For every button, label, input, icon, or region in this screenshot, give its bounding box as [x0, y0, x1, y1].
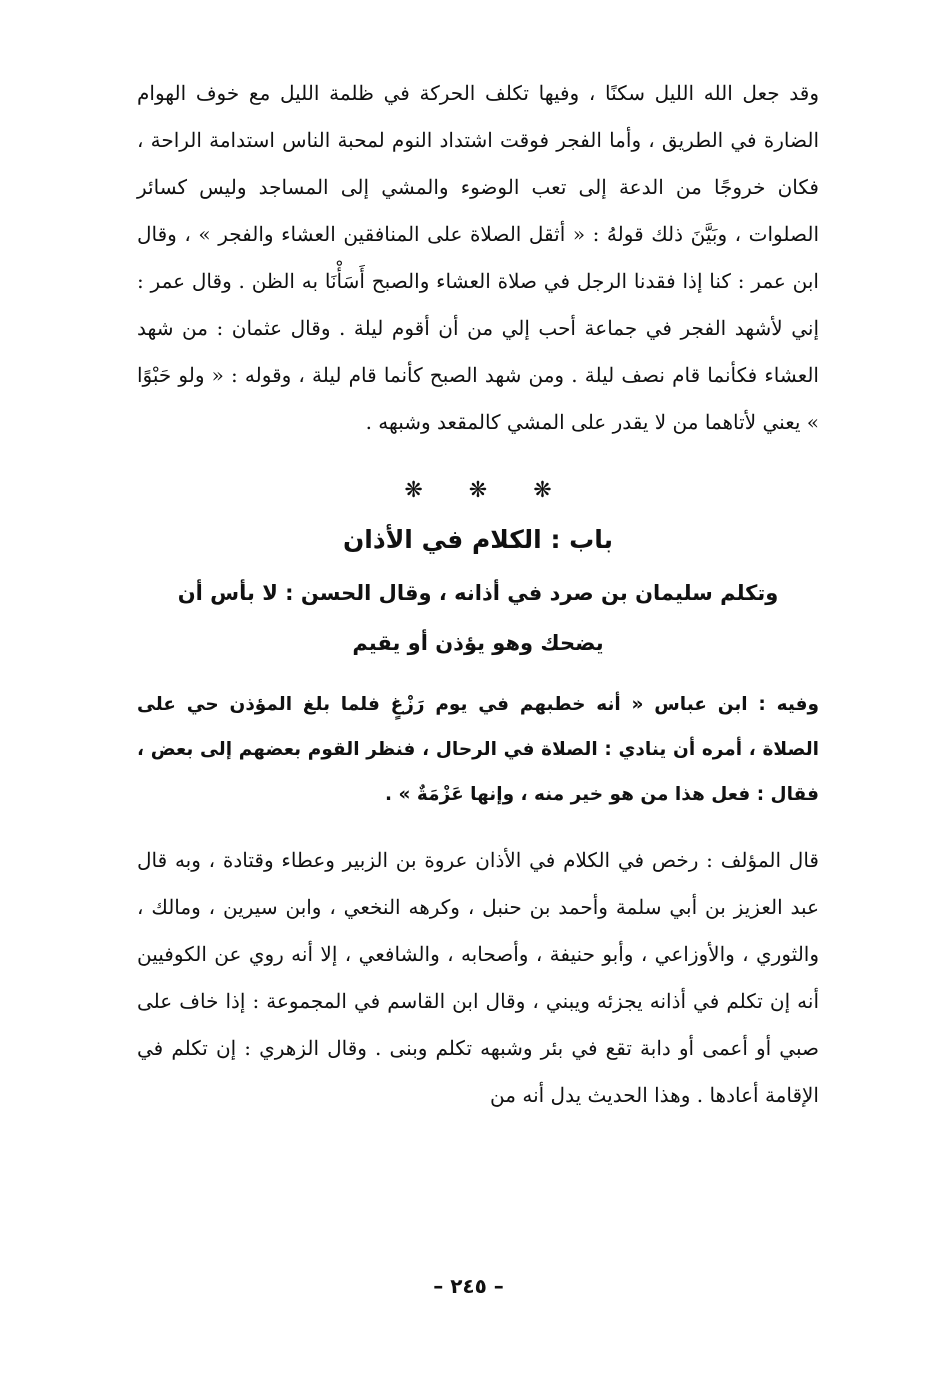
chapter-subtitle: وتكلم سليمان بن صرد في أذانه ، وقال الحسن : لا بأس أن يضحك وهو يؤذن أو يقيم — [177, 581, 779, 655]
body-paragraph: وقد جعل الله الليل سكنًا ، وفيها تكلف الحركة في ظلمة الليل مع خوف الهوام الضارة في الطريق ، وأما الفجر فوقت اشتداد النوم لمحبة الناس استدامة الراحة ، فكان خروجًا من الدعة إلى تعب الوضوء والمشي إلى المساجد وليس كسائر الصلوات ، وبَيَّنَ ذلك قولهُ : « أثقل الصلاة على المنافقين العشاء والفجر » ، وقال ابن عمر : كنا إذا فقدنا الرجل في صلاة العشاء والصبح أَسَأْنَا به الظن . وقال عمر : إني لأشهد الفجر في جماعة أحب إلي من أن أقوم ليلة . وقال عثمان : من شهد العشاء فكأنما قام نصف ليلة . ومن شهد الصبح كأنما قام ليلة ، وقوله : « ولو حَبْوًا » يعني لأتاهما من لا يقدر على المشي كالمقعد وشبهه . — [137, 81, 819, 434]
book-page — [137, 70, 819, 1310]
page-number: – ٢٤٥ – — [433, 1274, 504, 1298]
separator-star: ❋ — [404, 478, 423, 503]
separator-star: ❋ — [533, 478, 552, 503]
commentary-paragraph: قال المؤلف : رخص في الكلام في الأذان عروة بن الزبير وعطاء وقتادة ، وبه قال عبد العزيز بن أبي سلمة وأحمد بن حنبل ، وكرهه النخعي ، وابن سيرين ، ومالك ، والثوري ، والأوزاعي ، وأبو حنيفة ، وأصحابه ، والشافعي ، إلا أنه روي عن الكوفيين أنه إن تكلم في أذانه يجزئه ويبني ، وقال ابن القاسم في المجموعة : إذا خاف على صبي أو أعمى أو دابة تقع في بئر وشبهه تكلم وبنى . وقال الزهري : إن تكلم في الإقامة أعادها . وهذا الحديث يدل أنه من — [137, 848, 819, 1107]
separator-star: ❋ — [468, 478, 488, 503]
section-separator — [137, 474, 819, 508]
chapter-title: باب : الكلام في الأذان — [342, 525, 614, 554]
hadith-text: وفيه : ابن عباس « أنه خطبهم في يوم رَزْغٍ فلما بلغ المؤذن حي على الصلاة ، أمره أن ينادي : الصلاة في الرحال ، فنظر القوم بعضهم إلى بعض ، فقال : فعل هذا من هو خير منه ، وإنها عَزْمَةٌ » . — [137, 694, 819, 805]
